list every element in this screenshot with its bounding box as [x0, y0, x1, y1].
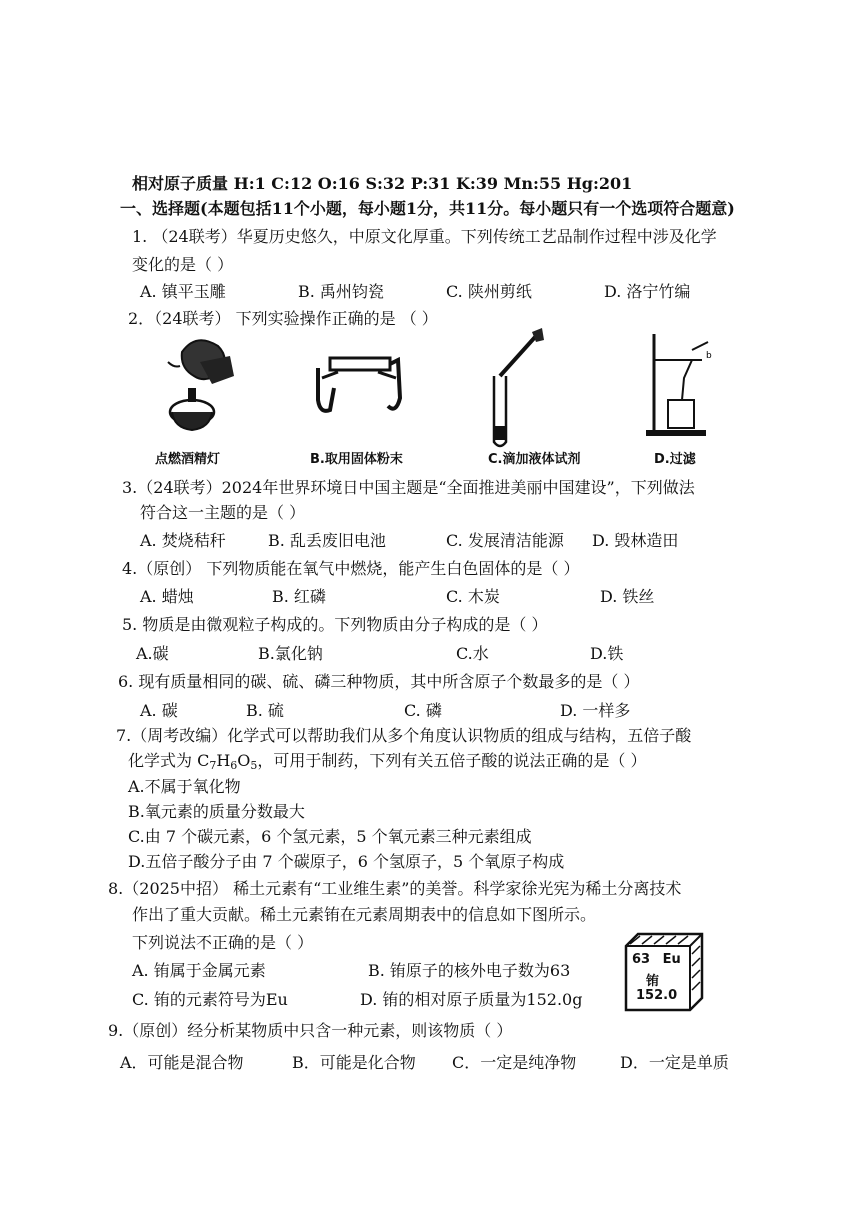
q7-option-d[interactable]: D.五倍子酸分子由 7 个碳原子，6 个氢原子，5 个氧原子构成 [128, 852, 565, 871]
q8-option-b[interactable]: B. 铕原子的核外电子数为63 [368, 961, 571, 980]
q4-option-b[interactable]: B. 红磷 [272, 587, 326, 606]
q6-option-a[interactable]: A. 碳 [140, 701, 178, 720]
element-symbol: Eu [662, 952, 681, 967]
q7-option-a[interactable]: A.不属于氧化物 [128, 777, 241, 796]
spatula-powder-figure [308, 348, 408, 428]
q2-caption-a[interactable]: 点燃酒精灯 [155, 452, 221, 467]
q1-option-b[interactable]: B. 禹州钧瓷 [298, 282, 384, 301]
q3-stem-line2: 符合这一主题的是（ ） [140, 503, 306, 522]
q9-option-d[interactable]: D．一定是单质 [620, 1053, 729, 1072]
q8-stem-line3: 下列说法不正确的是（ ） [132, 933, 314, 952]
q8-option-c[interactable]: C. 铕的元素符号为Eu [132, 990, 288, 1009]
q2-caption-d[interactable]: D.过滤 [654, 452, 696, 467]
q7-stem-line1: 7.（周考改编）化学式可以帮助我们从多个角度认识物质的组成与结构，五倍子酸 [116, 726, 692, 745]
q8-option-a[interactable]: A. 铕属于金属元素 [132, 961, 266, 980]
q6-option-b[interactable]: B. 硫 [246, 701, 284, 720]
q1-stem-line1: 1. （24联考）华夏历史悠久，中原文化厚重。下列传统工艺品制作过程中涉及化学 [132, 227, 717, 246]
q8-option-d[interactable]: D. 铕的相对原子质量为152.0g [360, 990, 583, 1009]
q5-option-b[interactable]: B.氯化钠 [258, 644, 323, 663]
q7-stem-line2: 化学式为 $C_7H_6O_5$，可用于制药，下列有关五倍子酸的说法正确的是（ ） [128, 751, 647, 772]
q5-option-c[interactable]: C.水 [456, 644, 489, 663]
q9-stem: 9.（原创）经分析某物质中只含一种元素，则该物质（ ） [108, 1021, 513, 1040]
q1-option-c[interactable]: C. 陕州剪纸 [446, 282, 532, 301]
europium-element-card [624, 932, 704, 1012]
q6-option-d[interactable]: D. 一样多 [560, 701, 631, 720]
q3-stem-line1: 3.（24联考）2024年世界环境日中国主题是“全面推进美丽中国建设”，下列做法 [122, 478, 695, 497]
dropper-test-tube-figure [488, 326, 548, 450]
q7-option-b[interactable]: B.氧元素的质量分数最大 [128, 802, 305, 821]
q4-option-a[interactable]: A. 蜡烛 [140, 587, 194, 606]
filtration-figure [642, 330, 722, 440]
q5-stem: 5. 物质是由微观粒子构成的。下列物质由分子构成的是（ ） [122, 615, 548, 634]
element-mass: 152.0 [636, 988, 678, 1003]
atomic-mass-header: 相对原子质量 H:1 C:12 O:16 S:32 P:31 K:39 Mn:55 Hg:201 [132, 174, 633, 193]
q9-option-a[interactable]: A．可能是混合物 [120, 1053, 244, 1072]
q3-option-c[interactable]: C. 发展清洁能源 [446, 531, 564, 550]
q9-option-c[interactable]: C．一定是纯净物 [452, 1053, 577, 1072]
q4-option-d[interactable]: D. 铁丝 [600, 587, 655, 606]
q2-caption-c[interactable]: C.滴加液体试剂 [488, 452, 581, 467]
q1-option-a[interactable]: A. 镇平玉雕 [140, 282, 226, 301]
svg-text:b: b [706, 351, 712, 361]
q5-option-a[interactable]: A.碳 [136, 644, 169, 663]
q8-stem-line1: 8.（2025中招） 稀土元素有“工业维生素”的美誉。科学家徐光宪为稀土分离技术 [108, 879, 682, 898]
q6-stem: 6. 现有质量相同的碳、硫、磷三种物质，其中所含原子个数最多的是（ ） [118, 672, 640, 691]
q4-option-c[interactable]: C. 木炭 [446, 587, 500, 606]
q5-option-d[interactable]: D.铁 [590, 644, 624, 663]
q6-option-c[interactable]: C. 磷 [404, 701, 442, 720]
q9-option-b[interactable]: B．可能是化合物 [292, 1053, 416, 1072]
q1-stem-line2: 变化的是（ ） [132, 255, 234, 274]
section-title: 一、选择题(本题包括11个小题，每小题1分，共11分。每小题只有一个选项符合题意) [120, 199, 735, 218]
element-name: 铕 [646, 974, 660, 989]
q4-stem: 4.（原创） 下列物质能在氧气中燃烧，能产生白色固体的是（ ） [122, 559, 580, 578]
q3-option-d[interactable]: D. 毁林造田 [592, 531, 679, 550]
alcohol-lamp-lighting-figure [160, 332, 240, 442]
q7-option-c[interactable]: C.由 7 个碳元素，6 个氢元素，5 个氧元素三种元素组成 [128, 827, 532, 846]
q1-option-d[interactable]: D. 洛宁竹编 [604, 282, 691, 301]
q2-caption-b[interactable]: B.取用固体粉末 [310, 452, 403, 467]
q3-option-a[interactable]: A. 焚烧秸秆 [140, 531, 226, 550]
q3-option-b[interactable]: B. 乱丢废旧电池 [268, 531, 386, 550]
q8-stem-line2: 作出了重大贡献。稀土元素铕在元素周期表中的信息如下图所示。 [132, 905, 597, 924]
q2-stem: 2．（24联考） 下列实验操作正确的是 （ ） [128, 309, 438, 328]
element-atomic-number: 63 [632, 952, 651, 967]
